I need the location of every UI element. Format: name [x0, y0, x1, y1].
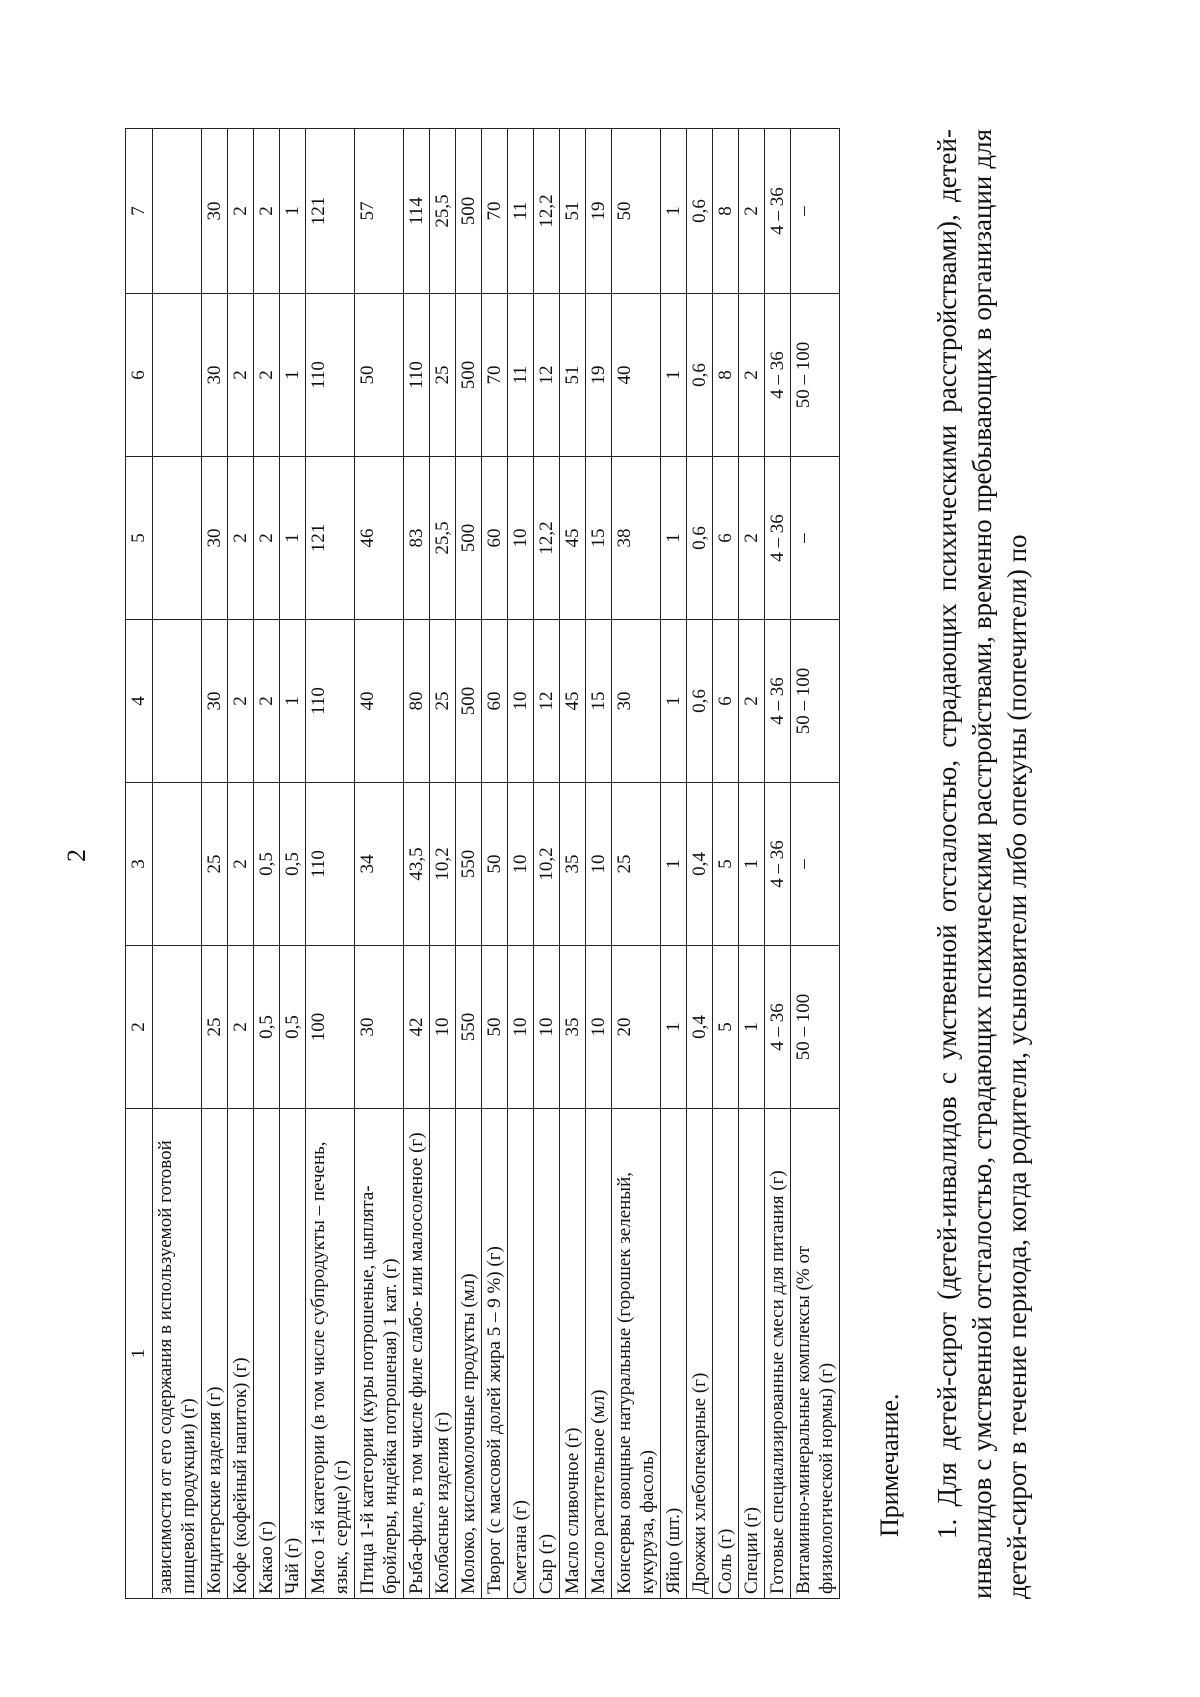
- value-cell: 6: [713, 620, 739, 783]
- value-cell: 70: [482, 294, 508, 457]
- value-cell: 20: [612, 946, 661, 1109]
- value-cell: 10: [586, 946, 612, 1109]
- value-cell: 10: [508, 620, 534, 783]
- value-cell: 60: [482, 620, 508, 783]
- table-row: [153, 129, 202, 1599]
- value-cell: 43,5: [404, 783, 430, 946]
- product-name-cell: Чай (г): [280, 1109, 306, 1599]
- value-cell: 25: [612, 783, 661, 946]
- table-row: [765, 129, 791, 1599]
- value-cell: 1: [661, 457, 687, 620]
- value-cell: 60: [482, 457, 508, 620]
- table-row: [661, 129, 687, 1599]
- value-cell: 80: [404, 620, 430, 783]
- value-cell: 2: [254, 620, 280, 783]
- value-cell: 2: [228, 294, 254, 457]
- product-name-cell: Яйцо (шт.): [661, 1109, 687, 1599]
- food-norms-table: [125, 128, 840, 1599]
- value-cell: 8: [713, 294, 739, 457]
- value-cell: 25: [430, 620, 456, 783]
- value-cell: 0,4: [687, 783, 713, 946]
- value-cell: 4 – 36: [765, 457, 791, 620]
- value-cell: 50 – 100: [791, 294, 840, 457]
- value-cell: 2: [228, 783, 254, 946]
- value-cell: 1: [739, 946, 765, 1109]
- value-cell: [153, 129, 202, 294]
- value-cell: 4 – 36: [765, 129, 791, 294]
- value-cell: 19: [586, 294, 612, 457]
- value-cell: 25: [430, 294, 456, 457]
- value-cell: 1: [280, 457, 306, 620]
- value-cell: 550: [456, 946, 482, 1109]
- header-cell: 1: [126, 1109, 153, 1599]
- value-cell: 25: [202, 946, 228, 1109]
- value-cell: 2: [254, 294, 280, 457]
- value-cell: 50: [355, 294, 404, 457]
- product-name-cell: Готовые специализированные смеси для питания (г): [765, 1109, 791, 1599]
- value-cell: 8: [713, 129, 739, 294]
- product-name-cell: Витаминно-минеральные комплексы (% от физиологической нормы) (г): [791, 1109, 840, 1599]
- value-cell: 46: [355, 457, 404, 620]
- value-cell: [153, 457, 202, 620]
- header-cell: 3: [126, 783, 153, 946]
- product-name-cell: Консервы овощные натуральные (горошек зеленый, кукуруза, фасоль): [612, 1109, 661, 1599]
- product-name-cell: Масло сливочное (г): [560, 1109, 586, 1599]
- value-cell: 30: [355, 946, 404, 1109]
- value-cell: 10: [508, 946, 534, 1109]
- value-cell: 70: [482, 129, 508, 294]
- value-cell: 121: [306, 129, 355, 294]
- product-name-cell: Птица 1-й категории (куры потрошеные, цыплята-бройлеры, индейка потрошеная) 1 кат. (г): [355, 1109, 404, 1599]
- table-row: [586, 129, 612, 1599]
- product-name-cell: зависимости от его содержания в используемой готовой пищевой продукции) (г): [153, 1109, 202, 1599]
- value-cell: 100: [306, 946, 355, 1109]
- value-cell: 42: [404, 946, 430, 1109]
- table-row: [482, 129, 508, 1599]
- table-row: [404, 129, 430, 1599]
- table-row: [534, 129, 560, 1599]
- product-name-cell: Соль (г): [713, 1109, 739, 1599]
- header-cell: 2: [126, 946, 153, 1109]
- table-row: [430, 129, 456, 1599]
- table-body: [126, 129, 840, 1599]
- value-cell: 500: [456, 457, 482, 620]
- value-cell: [153, 946, 202, 1109]
- value-cell: 51: [560, 129, 586, 294]
- value-cell: –: [791, 457, 840, 620]
- value-cell: 2: [739, 129, 765, 294]
- product-name-cell: Сыр (г): [534, 1109, 560, 1599]
- value-cell: 1: [280, 294, 306, 457]
- table-row: [306, 129, 355, 1599]
- value-cell: 15: [586, 620, 612, 783]
- value-cell: 30: [202, 620, 228, 783]
- value-cell: 4 – 36: [765, 783, 791, 946]
- value-cell: 1: [739, 783, 765, 946]
- header-cell: 4: [126, 620, 153, 783]
- value-cell: 35: [560, 946, 586, 1109]
- table-row: [791, 129, 840, 1599]
- value-cell: 10,2: [430, 783, 456, 946]
- product-name-cell: Специи (г): [739, 1109, 765, 1599]
- value-cell: 2: [254, 129, 280, 294]
- value-cell: [153, 620, 202, 783]
- product-name-cell: Какао (г): [254, 1109, 280, 1599]
- value-cell: 5: [713, 946, 739, 1109]
- value-cell: 2: [228, 620, 254, 783]
- header-cell: 7: [126, 129, 153, 294]
- value-cell: 0,6: [687, 129, 713, 294]
- table-row: [508, 129, 534, 1599]
- value-cell: 25: [202, 783, 228, 946]
- value-cell: 10: [508, 783, 534, 946]
- value-cell: 11: [508, 129, 534, 294]
- value-cell: 30: [612, 620, 661, 783]
- header-cell: 6: [126, 294, 153, 457]
- table-row: [254, 129, 280, 1599]
- value-cell: [153, 294, 202, 457]
- product-name-cell: Сметана (г): [508, 1109, 534, 1599]
- value-cell: –: [791, 129, 840, 294]
- value-cell: 50: [482, 783, 508, 946]
- value-cell: 110: [404, 294, 430, 457]
- product-name-cell: Мясо 1-й категории (в том числе субпродукты – печень, язык, сердце) (г): [306, 1109, 355, 1599]
- value-cell: 2: [228, 946, 254, 1109]
- value-cell: 1: [280, 129, 306, 294]
- value-cell: 15: [586, 457, 612, 620]
- value-cell: 25,5: [430, 129, 456, 294]
- value-cell: 114: [404, 129, 430, 294]
- value-cell: 1: [280, 620, 306, 783]
- table-row: [612, 129, 661, 1599]
- value-cell: 2: [739, 620, 765, 783]
- value-cell: 4 – 36: [765, 294, 791, 457]
- value-cell: 45: [560, 457, 586, 620]
- value-cell: 10: [508, 457, 534, 620]
- value-cell: 51: [560, 294, 586, 457]
- table-row: [713, 129, 739, 1599]
- value-cell: 2: [739, 457, 765, 620]
- value-cell: 40: [355, 620, 404, 783]
- value-cell: 12: [534, 294, 560, 457]
- value-cell: 34: [355, 783, 404, 946]
- page-number: 2: [62, 849, 91, 862]
- product-name-cell: Дрожжи хлебопекарные (г): [687, 1109, 713, 1599]
- note-text: 1. Для детей-сирот (детей-инвалидов с умственной отсталостью, страдающих психическими расстройствами), детей-инвалидов с умственной отсталостью, страдающих психическими расстройствами, временно пребывающих в организации для детей-сирот в течение периода, когда родители, усыновители либо опекуны (попечители) по: [932, 129, 1032, 1599]
- value-cell: 1: [661, 783, 687, 946]
- value-cell: 0,4: [687, 946, 713, 1109]
- value-cell: –: [791, 783, 840, 946]
- value-cell: 12: [534, 620, 560, 783]
- value-cell: 35: [560, 783, 586, 946]
- value-cell: 4 – 36: [765, 620, 791, 783]
- value-cell: 0,6: [687, 620, 713, 783]
- value-cell: 0,5: [280, 946, 306, 1109]
- value-cell: 2: [228, 129, 254, 294]
- table-row: [687, 129, 713, 1599]
- value-cell: 550: [456, 783, 482, 946]
- value-cell: 0,6: [687, 457, 713, 620]
- product-name-cell: Кофе (кофейный напиток) (г): [228, 1109, 254, 1599]
- value-cell: 11: [508, 294, 534, 457]
- table-row: [456, 129, 482, 1599]
- value-cell: 83: [404, 457, 430, 620]
- product-name-cell: Колбасные изделия (г): [430, 1109, 456, 1599]
- product-name-cell: Масло растительное (мл): [586, 1109, 612, 1599]
- value-cell: 10,2: [534, 783, 560, 946]
- value-cell: 0,6: [687, 294, 713, 457]
- value-cell: 30: [202, 457, 228, 620]
- value-cell: 0,5: [254, 783, 280, 946]
- table-row: [560, 129, 586, 1599]
- value-cell: 6: [713, 457, 739, 620]
- value-cell: 2: [228, 457, 254, 620]
- value-cell: 50 – 100: [791, 946, 840, 1109]
- value-cell: 0,5: [254, 946, 280, 1109]
- value-cell: 50 – 100: [791, 620, 840, 783]
- value-cell: 110: [306, 783, 355, 946]
- table-header-row: [126, 129, 153, 1599]
- value-cell: 500: [456, 620, 482, 783]
- value-cell: 12,2: [534, 457, 560, 620]
- value-cell: 10: [534, 946, 560, 1109]
- value-cell: 2: [254, 457, 280, 620]
- value-cell: 30: [202, 129, 228, 294]
- value-cell: 1: [661, 294, 687, 457]
- table-row: [228, 129, 254, 1599]
- value-cell: 1: [661, 946, 687, 1109]
- header-cell: 5: [126, 457, 153, 620]
- value-cell: 45: [560, 620, 586, 783]
- value-cell: 500: [456, 294, 482, 457]
- value-cell: 10: [430, 946, 456, 1109]
- value-cell: 19: [586, 129, 612, 294]
- product-name-cell: Молоко, кисломолочные продукты (мл): [456, 1109, 482, 1599]
- product-name-cell: Творог (с массовой долей жира 5 – 9 %) (г): [482, 1109, 508, 1599]
- value-cell: 5: [713, 783, 739, 946]
- value-cell: 121: [306, 457, 355, 620]
- table-row: [355, 129, 404, 1599]
- value-cell: 50: [612, 129, 661, 294]
- table-row: [202, 129, 228, 1599]
- product-name-cell: Рыба-филе, в том числе филе слабо- или малосоленое (г): [404, 1109, 430, 1599]
- value-cell: 2: [739, 294, 765, 457]
- value-cell: 4 – 36: [765, 946, 791, 1109]
- value-cell: 110: [306, 294, 355, 457]
- table-row: [739, 129, 765, 1599]
- value-cell: 0,5: [280, 783, 306, 946]
- value-cell: 38: [612, 457, 661, 620]
- value-cell: 500: [456, 129, 482, 294]
- value-cell: 1: [661, 129, 687, 294]
- value-cell: 40: [612, 294, 661, 457]
- value-cell: 25,5: [430, 457, 456, 620]
- value-cell: 57: [355, 129, 404, 294]
- value-cell: 12,2: [534, 129, 560, 294]
- table-row: [280, 129, 306, 1599]
- product-name-cell: Кондитерские изделия (г): [202, 1109, 228, 1599]
- note-title: Примечание.: [875, 1393, 904, 1537]
- value-cell: 110: [306, 620, 355, 783]
- value-cell: 1: [661, 620, 687, 783]
- value-cell: 50: [482, 946, 508, 1109]
- value-cell: [153, 783, 202, 946]
- value-cell: 10: [586, 783, 612, 946]
- value-cell: 30: [202, 294, 228, 457]
